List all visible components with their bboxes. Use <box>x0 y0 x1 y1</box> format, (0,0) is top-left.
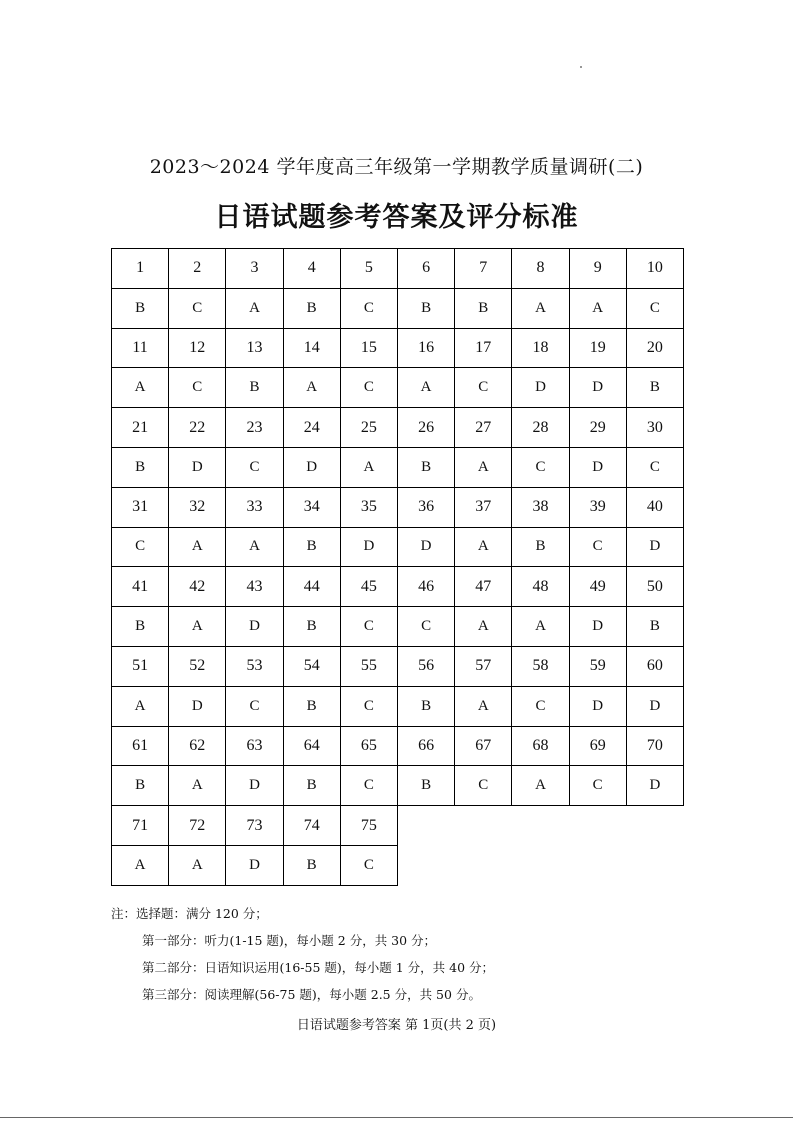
answer-cell: A <box>511 288 569 329</box>
page-bottom-border <box>0 1117 793 1118</box>
answer-cell: D <box>225 845 283 886</box>
question-number-cell: 49 <box>569 566 627 607</box>
notes-line-part1: 第一部分：听力(1-15 题)，每小题 2 分，共 30 分； <box>142 933 437 948</box>
question-number-cell: 47 <box>454 566 512 607</box>
page-footer: 日语试题参考答案 第 1页(共 2 页) <box>296 1018 497 1033</box>
question-number-cell: 62 <box>168 726 226 767</box>
answer-cell: A <box>340 447 398 488</box>
question-number-cell: 43 <box>225 566 283 607</box>
answer-cell: C <box>225 447 283 488</box>
question-number-cell: 7 <box>454 248 512 289</box>
answer-cell: D <box>569 367 627 408</box>
question-number-cell: 63 <box>225 726 283 767</box>
answer-cell: A <box>283 367 341 408</box>
answer-cell: A <box>454 606 512 647</box>
answer-cell: C <box>454 367 512 408</box>
answer-cell: B <box>626 367 684 408</box>
question-number-cell: 2 <box>168 248 226 289</box>
question-number-cell: 40 <box>626 487 684 528</box>
question-number-cell: 46 <box>397 566 455 607</box>
question-number-cell: 34 <box>283 487 341 528</box>
scoring-notes <box>111 900 494 1008</box>
answer-cell: A <box>111 845 169 886</box>
answer-cell: D <box>626 527 684 568</box>
question-number-cell: 58 <box>511 646 569 687</box>
answer-cell: B <box>111 447 169 488</box>
question-number-cell: 41 <box>111 566 169 607</box>
question-number-cell: 54 <box>283 646 341 687</box>
answer-cell: C <box>397 606 455 647</box>
question-number-cell: 9 <box>569 248 627 289</box>
question-number-cell: 68 <box>511 726 569 767</box>
answer-cell: A <box>454 527 512 568</box>
question-number-cell: 38 <box>511 487 569 528</box>
question-number-cell: 67 <box>454 726 512 767</box>
answer-cell: C <box>168 288 226 329</box>
answer-cell: A <box>168 606 226 647</box>
question-number-cell: 75 <box>340 805 398 846</box>
answer-cell: C <box>225 686 283 727</box>
question-number-cell: 50 <box>626 566 684 607</box>
question-number-cell: 24 <box>283 407 341 448</box>
question-number-cell: 22 <box>168 407 226 448</box>
answer-cell: B <box>283 606 341 647</box>
answer-cell: D <box>569 686 627 727</box>
answer-cell: D <box>626 765 684 806</box>
answer-cell: D <box>168 686 226 727</box>
answer-cell: B <box>511 527 569 568</box>
question-number-cell: 21 <box>111 407 169 448</box>
question-number-cell: 48 <box>511 566 569 607</box>
question-number-cell: 31 <box>111 487 169 528</box>
answer-cell: C <box>340 288 398 329</box>
question-number-cell: 26 <box>397 407 455 448</box>
answer-cell: A <box>168 845 226 886</box>
answer-cell: D <box>511 367 569 408</box>
answer-cell: D <box>340 527 398 568</box>
question-number-cell: 17 <box>454 328 512 369</box>
question-number-cell: 35 <box>340 487 398 528</box>
answer-cell: A <box>225 527 283 568</box>
question-number-cell: 45 <box>340 566 398 607</box>
answer-cell: A <box>168 765 226 806</box>
question-number-cell: 32 <box>168 487 226 528</box>
notes-line-total: 注：选择题：满分 120 分； <box>111 906 268 921</box>
question-number-cell: 18 <box>511 328 569 369</box>
answer-cell: B <box>283 527 341 568</box>
question-number-cell: 66 <box>397 726 455 767</box>
answer-cell: C <box>569 765 627 806</box>
answer-cell: A <box>111 367 169 408</box>
notes-line-part2: 第二部分：日语知识运用(16-55 题)，每小题 1 分，共 40 分； <box>142 960 495 975</box>
answer-cell: A <box>111 686 169 727</box>
question-number-cell: 14 <box>283 328 341 369</box>
answer-cell: A <box>454 686 512 727</box>
answer-cell: B <box>283 686 341 727</box>
question-number-cell: 11 <box>111 328 169 369</box>
answer-cell: B <box>283 765 341 806</box>
scan-dot <box>580 66 582 68</box>
answer-cell: C <box>511 686 569 727</box>
question-number-cell: 51 <box>111 646 169 687</box>
answer-cell: C <box>168 367 226 408</box>
answer-cell: A <box>454 447 512 488</box>
answer-cell: B <box>111 606 169 647</box>
question-number-cell: 73 <box>225 805 283 846</box>
question-number-cell: 20 <box>626 328 684 369</box>
exam-subtitle: 2023～2024 学年度高三年级第一学期教学质量调研(二) <box>149 156 644 178</box>
question-number-cell: 52 <box>168 646 226 687</box>
question-number-cell: 15 <box>340 328 398 369</box>
answer-cell: C <box>340 765 398 806</box>
answer-cell: D <box>225 765 283 806</box>
question-number-cell: 4 <box>283 248 341 289</box>
question-number-cell: 10 <box>626 248 684 289</box>
question-number-cell: 74 <box>283 805 341 846</box>
question-number-cell: 19 <box>569 328 627 369</box>
answer-cell: B <box>225 367 283 408</box>
question-number-cell: 53 <box>225 646 283 687</box>
answer-cell: C <box>340 367 398 408</box>
question-number-cell: 71 <box>111 805 169 846</box>
answer-cell: B <box>454 288 512 329</box>
question-number-cell: 23 <box>225 407 283 448</box>
question-number-cell: 30 <box>626 407 684 448</box>
answer-cell: C <box>340 845 398 886</box>
answer-cell: A <box>569 288 627 329</box>
answer-cell: D <box>283 447 341 488</box>
answer-cell: B <box>283 845 341 886</box>
question-number-cell: 13 <box>225 328 283 369</box>
answer-key-table <box>111 248 683 885</box>
question-number-cell: 39 <box>569 487 627 528</box>
answer-cell: B <box>397 765 455 806</box>
question-number-cell: 16 <box>397 328 455 369</box>
question-number-cell: 1 <box>111 248 169 289</box>
answer-cell: D <box>168 447 226 488</box>
question-number-cell: 28 <box>511 407 569 448</box>
page-title: 日语试题参考答案及评分标准 <box>214 202 579 233</box>
answer-cell: A <box>168 527 226 568</box>
question-number-cell: 6 <box>397 248 455 289</box>
answer-cell: B <box>111 765 169 806</box>
question-number-cell: 25 <box>340 407 398 448</box>
answer-cell: A <box>397 367 455 408</box>
answer-cell: C <box>626 447 684 488</box>
question-number-cell: 61 <box>111 726 169 767</box>
question-number-cell: 69 <box>569 726 627 767</box>
answer-cell: D <box>397 527 455 568</box>
answer-cell: A <box>225 288 283 329</box>
question-number-cell: 8 <box>511 248 569 289</box>
answer-cell: B <box>626 606 684 647</box>
question-number-cell: 27 <box>454 407 512 448</box>
question-number-cell: 55 <box>340 646 398 687</box>
answer-cell: C <box>626 288 684 329</box>
answer-cell: C <box>569 527 627 568</box>
answer-cell: D <box>569 447 627 488</box>
answer-cell: C <box>511 447 569 488</box>
question-number-cell: 60 <box>626 646 684 687</box>
question-number-cell: 70 <box>626 726 684 767</box>
answer-cell: B <box>397 288 455 329</box>
answer-cell: A <box>511 606 569 647</box>
notes-line-part3: 第三部分：阅读理解(56-75 题)，每小题 2.5 分，共 50 分。 <box>142 987 481 1002</box>
question-number-cell: 29 <box>569 407 627 448</box>
question-number-cell: 42 <box>168 566 226 607</box>
answer-cell: D <box>626 686 684 727</box>
question-number-cell: 65 <box>340 726 398 767</box>
answer-cell: B <box>283 288 341 329</box>
question-number-cell: 72 <box>168 805 226 846</box>
answer-cell: C <box>111 527 169 568</box>
question-number-cell: 33 <box>225 487 283 528</box>
question-number-cell: 44 <box>283 566 341 607</box>
answer-cell: D <box>569 606 627 647</box>
answer-cell: B <box>111 288 169 329</box>
answer-cell: C <box>454 765 512 806</box>
question-number-cell: 12 <box>168 328 226 369</box>
answer-cell: B <box>397 686 455 727</box>
answer-cell: A <box>511 765 569 806</box>
answer-cell: C <box>340 686 398 727</box>
question-number-cell: 57 <box>454 646 512 687</box>
question-number-cell: 36 <box>397 487 455 528</box>
answer-cell: C <box>340 606 398 647</box>
answer-cell: D <box>225 606 283 647</box>
answer-cell: B <box>397 447 455 488</box>
question-number-cell: 3 <box>225 248 283 289</box>
question-number-cell: 5 <box>340 248 398 289</box>
question-number-cell: 59 <box>569 646 627 687</box>
question-number-cell: 56 <box>397 646 455 687</box>
question-number-cell: 64 <box>283 726 341 767</box>
question-number-cell: 37 <box>454 487 512 528</box>
